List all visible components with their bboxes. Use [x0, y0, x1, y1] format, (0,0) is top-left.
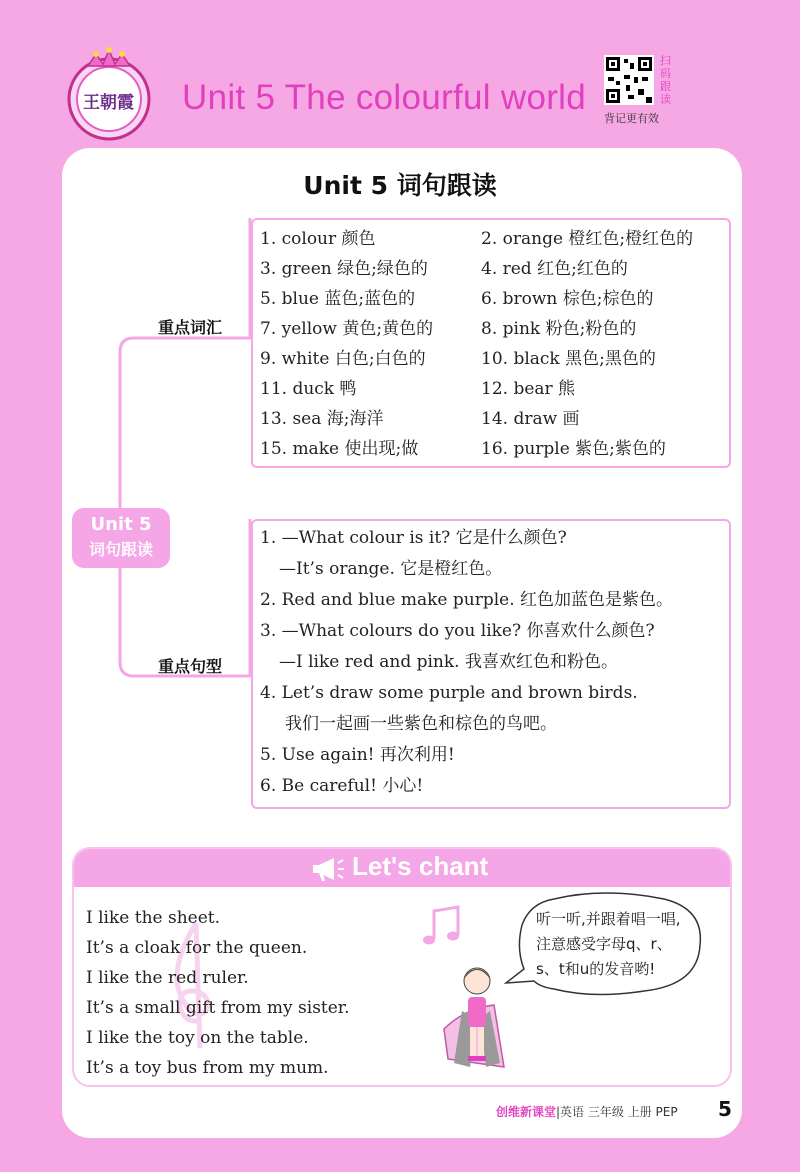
sentence-list [260, 523, 673, 802]
sentence-line: —I like red and pink. 我喜欢红色和粉色。 [279, 652, 618, 672]
sentence-box [251, 519, 731, 809]
vocab-item: 7. yellow 黄色;黄色的 [260, 319, 434, 339]
sentence-line: 4. Let’s draw some purple and brown birds. [260, 683, 638, 703]
qr-side-label: 扫码跟读 [660, 54, 671, 106]
chant-line: I like the red ruler. [86, 968, 249, 988]
logo-name: 王朝霞 [83, 93, 134, 113]
vocab-item: 6. brown 棕色;棕色的 [481, 289, 654, 309]
chant-line: It’s a small gift from my sister. [86, 998, 350, 1018]
page-number: 5 [718, 1097, 732, 1121]
vocab-item: 4. red 红色;红色的 [481, 259, 628, 279]
vocab-item: 2. orange 橙红色;橙红色的 [481, 229, 694, 249]
vocab-item: 10. black 黑色;黑色的 [481, 349, 656, 369]
section-title: Unit 5 词句跟读 [303, 171, 497, 200]
vocab-item: 16. purple 紫色;紫色的 [481, 439, 666, 459]
chant-line: It’s a cloak for the queen. [86, 938, 308, 958]
sentence-line: 2. Red and blue make purple. 红色加蓝色是紫色。 [260, 590, 674, 610]
center-node-line1: Unit 5 [90, 514, 152, 535]
chant-instruction: 听一听,并跟着唱一唱,注意感受字母q、r、s、t和u的发音哟! [536, 910, 681, 978]
vocab-item: 8. pink 粉色;粉色的 [481, 319, 637, 339]
sentence-line: 3. —What colours do you like? 你喜欢什么颜色? [260, 621, 655, 641]
chant-title: Let's chant [352, 851, 489, 881]
footer-info: |英语 三年级 上册 PEP [556, 1105, 678, 1119]
center-node-line2: 词句跟读 [88, 540, 153, 559]
vocab-item: 15. make 使出现;做 [260, 439, 419, 459]
vocab-item: 11. duck 鸭 [260, 379, 357, 399]
megaphone-icon [310, 855, 346, 883]
sentence-line: 5. Use again! 再次利用! [260, 745, 455, 765]
chant-line: I like the sheet. [86, 908, 221, 928]
chant-line: I like the toy on the table. [86, 1028, 309, 1048]
vocab-branch-label: 重点词汇 [158, 318, 223, 337]
vocab-item: 9. white 白色;白色的 [260, 349, 426, 369]
vocab-item: 12. bear 熊 [481, 379, 576, 399]
sentence-branch-label: 重点句型 [158, 657, 223, 676]
footer-brand: 创维新课堂 [496, 1105, 557, 1119]
vocab-list [260, 224, 722, 464]
sentence-line: 6. Be careful! 小心! [260, 776, 424, 796]
sentence-line: 1. —What colour is it? 它是什么颜色? [260, 528, 567, 548]
sentence-line: 我们一起画一些紫色和棕色的鸟吧。 [285, 714, 557, 734]
mindmap-center-node [72, 508, 170, 568]
vocab-item: 13. sea 海;海洋 [260, 409, 384, 429]
footer [496, 1103, 678, 1120]
vocab-item: 1. colour 颜色 [260, 229, 376, 249]
vocab-item: 5. blue 蓝色;蓝色的 [260, 289, 416, 309]
music-note-icon [420, 903, 464, 949]
page-header-title: Unit 5 The colourful world [182, 78, 587, 117]
qr-caption: 背记更有效 [604, 112, 659, 125]
vocab-item: 14. draw 画 [481, 409, 580, 429]
sentence-line: —It’s orange. 它是橙红色。 [279, 559, 503, 579]
chant-line: It’s a toy bus from my mum. [86, 1058, 329, 1078]
vocab-box [251, 218, 731, 468]
chant-lines [86, 903, 349, 1083]
vocab-item: 3. green 绿色;绿色的 [260, 259, 428, 279]
